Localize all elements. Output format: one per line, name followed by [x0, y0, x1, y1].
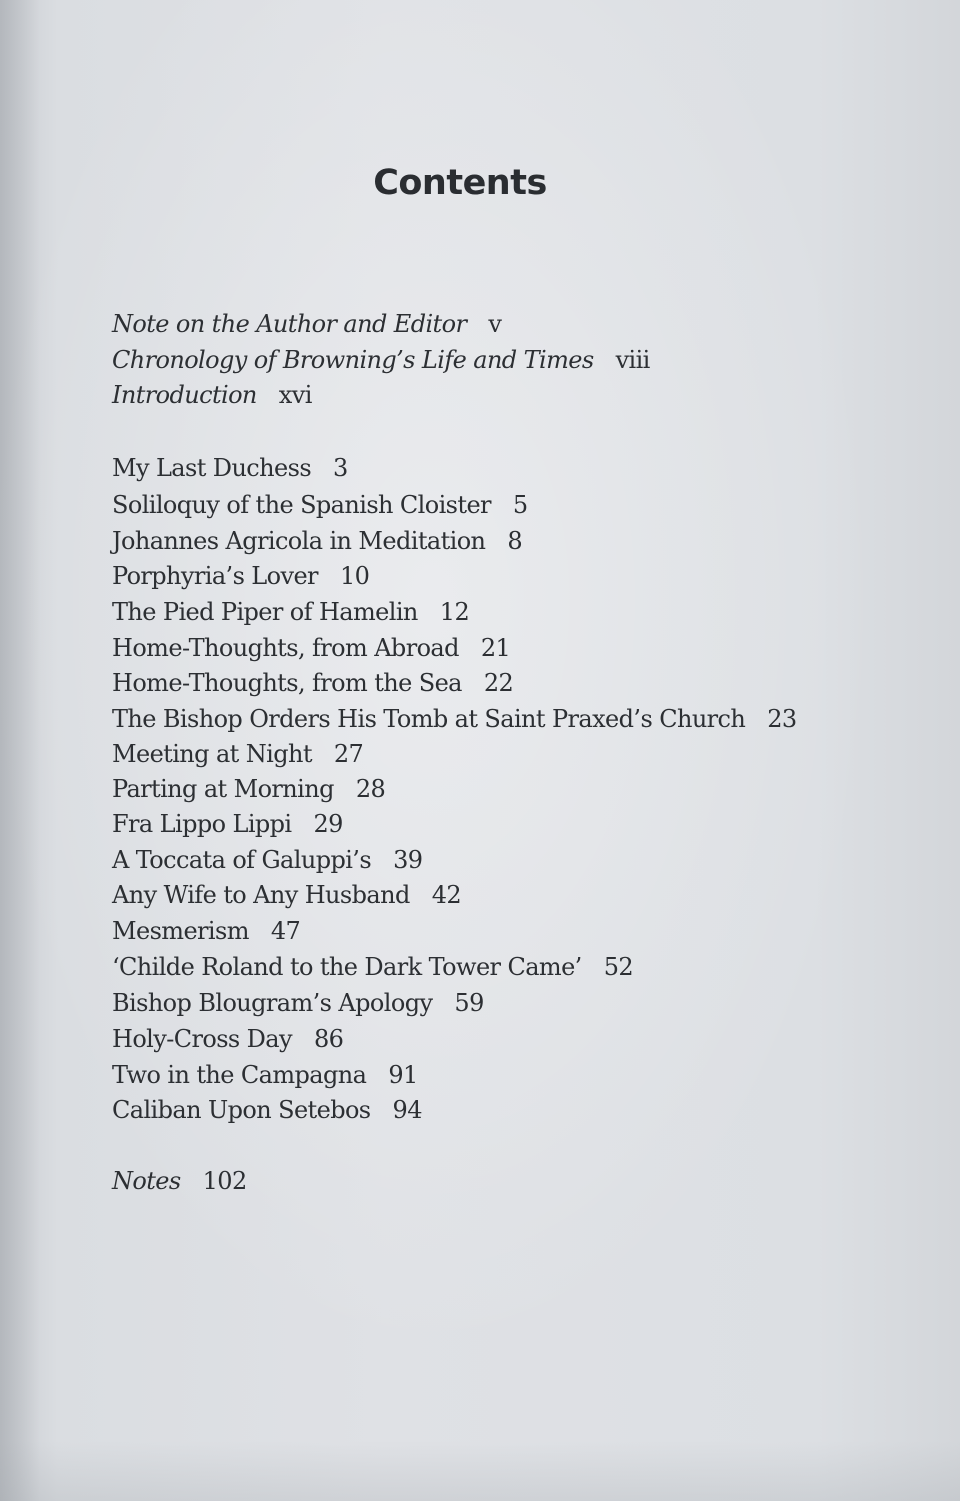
toc-entry — [112, 739, 363, 769]
toc-entry-page: viii — [615, 346, 650, 374]
toc-entry — [112, 453, 348, 483]
toc-entry-page: 29 — [313, 810, 343, 838]
toc-entry-title: Johannes Agricola in Meditation — [112, 527, 486, 555]
toc-entry — [112, 952, 633, 982]
toc-entry-note-on-author — [112, 309, 501, 339]
toc-entry-title: Caliban Upon Setebos — [112, 1096, 371, 1124]
page-edge-shadow — [0, 0, 40, 1501]
toc-entry — [112, 809, 343, 839]
toc-entry-title: Home-Thoughts, from Abroad — [112, 634, 459, 662]
toc-entry — [112, 490, 528, 520]
toc-entry-title: Any Wife to Any Husband — [112, 881, 410, 909]
toc-entry-title: Mesmerism — [112, 917, 249, 945]
toc-entry-page: v — [488, 310, 502, 338]
toc-entry-page: 12 — [439, 598, 470, 626]
toc-entry-page: 91 — [388, 1061, 418, 1089]
toc-entry-page: 86 — [313, 1025, 344, 1053]
toc-entry — [112, 1024, 343, 1054]
toc-entry-title: Note on the Author and Editor — [112, 310, 467, 338]
toc-entry-title: Notes — [112, 1167, 181, 1195]
toc-entry-page: 39 — [393, 846, 423, 874]
toc-entry-page: 52 — [603, 953, 634, 981]
toc-entry-title: Introduction — [112, 381, 257, 409]
toc-entry-title: Porphyria’s Lover — [112, 562, 318, 590]
toc-entry-title: Parting at Morning — [112, 775, 334, 803]
toc-entry-title: A Toccata of Galuppi’s — [112, 846, 372, 874]
toc-entry-title: My Last Duchess — [112, 454, 312, 482]
toc-entry — [112, 1060, 418, 1090]
toc-entry — [112, 668, 513, 698]
toc-entry-page: 5 — [512, 491, 528, 519]
toc-entry — [112, 597, 469, 627]
toc-entry — [112, 880, 461, 910]
toc-entry-page: 22 — [483, 669, 514, 697]
toc-entry-page: 42 — [431, 881, 462, 909]
toc-entry — [112, 633, 510, 663]
toc-entry — [112, 774, 385, 804]
toc-entry — [112, 1095, 422, 1125]
toc-entry-title: Bishop Blougram’s Apology — [112, 989, 433, 1017]
toc-entry-title: Fra Lippo Lippi — [112, 810, 292, 838]
toc-entry-page: 28 — [355, 775, 386, 803]
toc-entry-introduction — [112, 380, 312, 410]
toc-entry-page: 27 — [333, 740, 364, 768]
toc-entry — [112, 845, 422, 875]
toc-entry-page: 59 — [454, 989, 484, 1017]
toc-entry — [112, 988, 484, 1018]
toc-entry-title: Two in the Campagna — [112, 1061, 367, 1089]
toc-entry-page: xvi — [278, 381, 312, 409]
toc-entry-page: 47 — [270, 917, 301, 945]
toc-entry-page: 21 — [480, 634, 511, 662]
toc-entry-page: 10 — [339, 562, 370, 590]
toc-entry-title: Chronology of Browning’s Life and Times — [112, 346, 594, 374]
toc-entry-notes — [112, 1166, 247, 1196]
toc-entry-chronology — [112, 345, 650, 375]
page-title: Contents — [373, 163, 547, 203]
toc-entry-title: Home-Thoughts, from the Sea — [112, 669, 462, 697]
toc-entry — [112, 561, 369, 591]
toc-entry-title: Meeting at Night — [112, 740, 312, 768]
toc-entry-page: 23 — [767, 705, 797, 733]
toc-entry — [112, 704, 797, 734]
toc-entry-page: 8 — [507, 527, 523, 555]
toc-entry — [112, 916, 300, 946]
toc-entry-title: Holy-Cross Day — [112, 1025, 292, 1053]
toc-entry-page: 3 — [333, 454, 348, 482]
toc-entry-title: The Bishop Orders His Tomb at Saint Praxed’s Church — [112, 705, 746, 733]
toc-entry-title: The Pied Piper of Hamelin — [112, 598, 418, 626]
toc-entry-page: 102 — [202, 1167, 247, 1195]
toc-entry — [112, 526, 522, 556]
toc-entry-title: Soliloquy of the Spanish Cloister — [112, 491, 491, 519]
page-bottom-shadow — [0, 1441, 960, 1501]
toc-entry-title: ‘Childe Roland to the Dark Tower Came’ — [112, 953, 582, 981]
toc-entry-page: 94 — [392, 1096, 422, 1124]
